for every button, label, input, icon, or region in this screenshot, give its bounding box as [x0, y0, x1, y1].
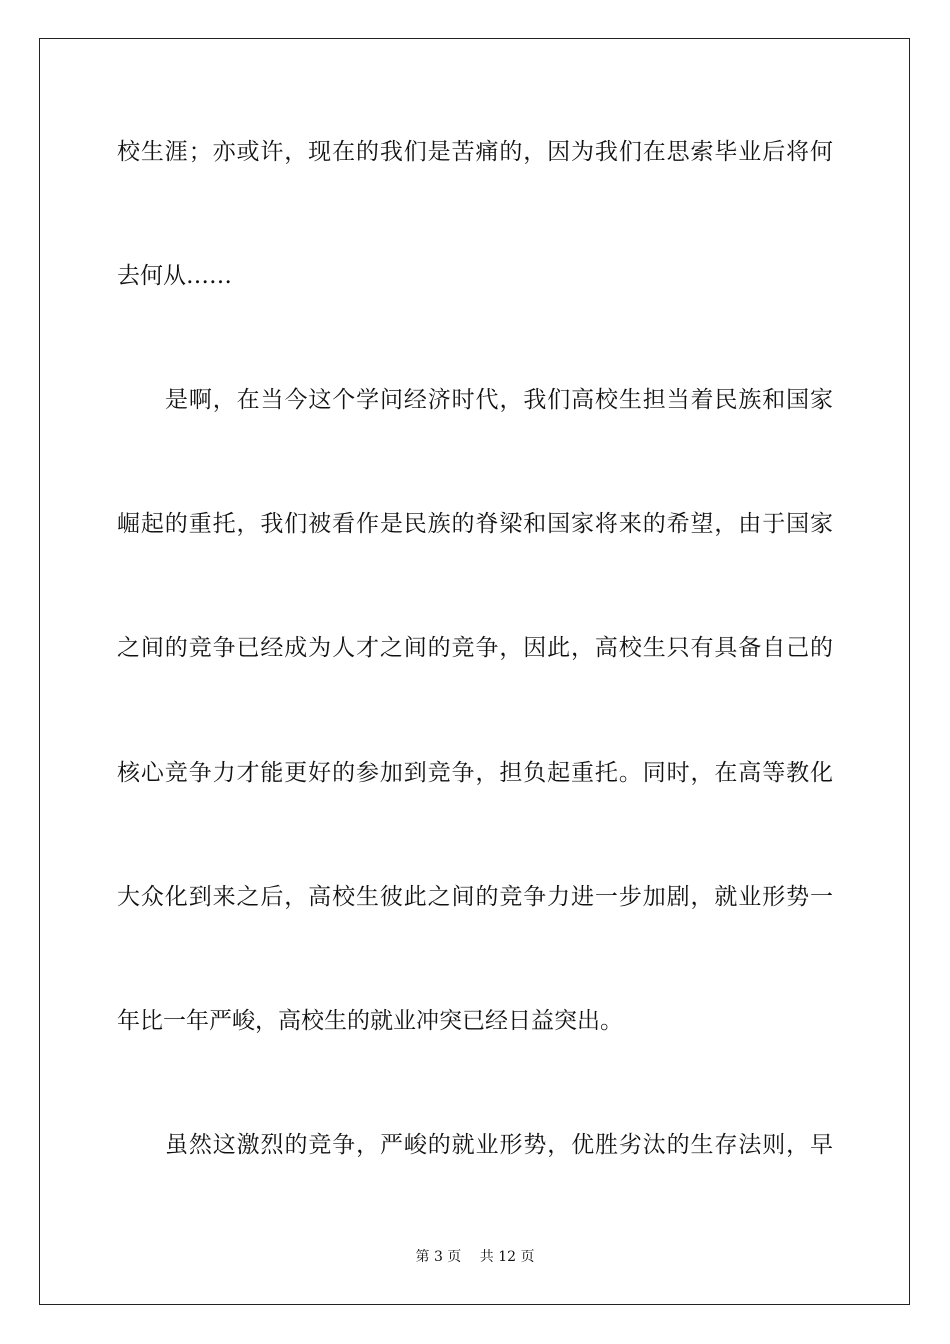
text-line-7: 大众化到来之后，高校生彼此之间的竞争力进一步加剧，就业形势一 [117, 884, 833, 910]
text-line-1: 校生涯；亦或许，现在的我们是苦痛的，因为我们在思索毕业后将何 [117, 139, 833, 165]
text-line-5: 之间的竞争已经成为人才之间的竞争，因此，高校生只有具备自己的 [117, 635, 833, 661]
text-line-6: 核心竞争力才能更好的参加到竞争，担负起重托。同时，在高等教化 [117, 760, 833, 786]
page-border [39, 38, 910, 1305]
text-line-8: 年比一年严峻，高校生的就业冲突已经日益突出。 [117, 1008, 623, 1034]
page-number-footer: 第 3 页 共 12 页 [415, 1249, 535, 1265]
text-line-3: 是啊，在当今这个学问经济时代，我们高校生担当着民族和国家 [165, 387, 833, 413]
text-line-2: 去何从…… [117, 263, 232, 289]
text-line-9: 虽然这激烈的竞争，严峻的就业形势，优胜劣汰的生存法则，早 [165, 1132, 833, 1158]
text-line-4: 崛起的重托，我们被看作是民族的脊梁和国家将来的希望，由于国家 [117, 511, 833, 537]
